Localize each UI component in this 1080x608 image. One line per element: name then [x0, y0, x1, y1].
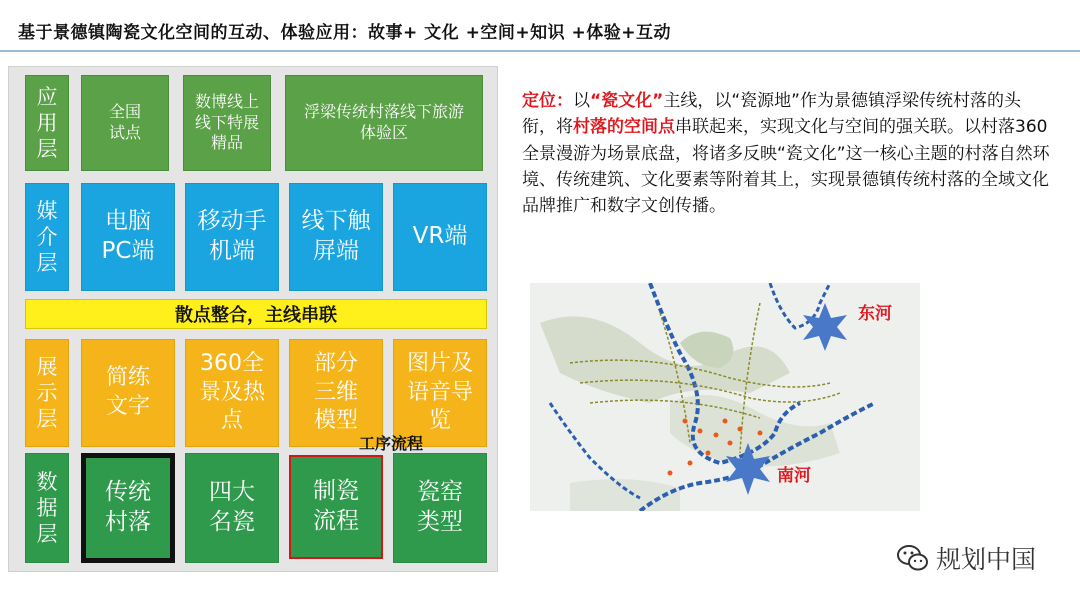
data-item-kiln-types: 瓷窑 类型	[393, 453, 487, 563]
east-river-label: 东河	[858, 304, 892, 324]
media-layer-label: 媒 介 层	[25, 183, 69, 291]
display-layer-label: 展 示 层	[25, 339, 69, 447]
desc-prefix: 定位：	[522, 91, 573, 111]
display-item-panorama: 360全 景及热 点	[185, 339, 279, 447]
data-item-traditional-village: 传统 村落	[81, 453, 175, 563]
display-item-text: 简练 文字	[81, 339, 175, 447]
data-item-porcelain-process: 制瓷 流程	[289, 455, 383, 559]
positioning-description	[522, 88, 1052, 220]
desc-highlight-1: “瓷文化”	[590, 91, 664, 111]
desc-part-2: 主线，以“瓷源地”作为景德镇浮梁传统村落的头衔，将	[522, 91, 1021, 138]
process-label: 工序流程	[359, 434, 424, 453]
area-map	[530, 283, 920, 511]
data-layer-label: 数 据 层	[25, 453, 69, 563]
desc-part-3: 串联起来，实现文化与空间的强关联。以村落360全景漫游为场景底盘，将诸多反映“瓷文化”这一核心主题的村落自然环境、传统建筑、文化要素等附着其上，实现景德镇传统村落的全域文化品牌推广和数字文创传播。	[522, 117, 1050, 217]
media-item-mobile: 移动手 机端	[185, 183, 279, 291]
watermark-text: 规划中国	[936, 545, 1037, 574]
application-layer-label: 应 用 层	[25, 75, 69, 171]
title-divider	[0, 50, 1080, 52]
data-item-four-porcelains: 四大 名瓷	[185, 453, 279, 563]
media-item-vr: VR端	[393, 183, 487, 291]
app-item-exhibition: 数博线上 线下特展 精品	[183, 75, 271, 171]
desc-highlight-2: 村落的空间点	[573, 117, 675, 138]
desc-part-1: 以	[573, 91, 590, 111]
wechat-icon	[896, 541, 930, 575]
integration-banner: 散点整合，主线串联	[25, 299, 487, 329]
app-item-village-tour: 浮梁传统村落线下旅游 体验区	[285, 75, 483, 171]
media-item-touchscreen: 线下触 屏端	[289, 183, 383, 291]
app-item-national-pilot: 全国 试点	[81, 75, 169, 171]
media-item-pc: 电脑 PC端	[81, 183, 175, 291]
display-item-audio-guide: 图片及 语音导 览	[393, 339, 487, 447]
page-title: 基于景德镇陶瓷文化空间的互动、体验应用：故事+ 文化 +空间+知识 +体验+互动	[18, 23, 671, 43]
architecture-diagram	[8, 66, 498, 572]
watermark	[896, 540, 1036, 576]
display-item-3d-model: 部分 三维 模型	[289, 339, 383, 447]
south-river-label: 南河	[777, 466, 811, 486]
